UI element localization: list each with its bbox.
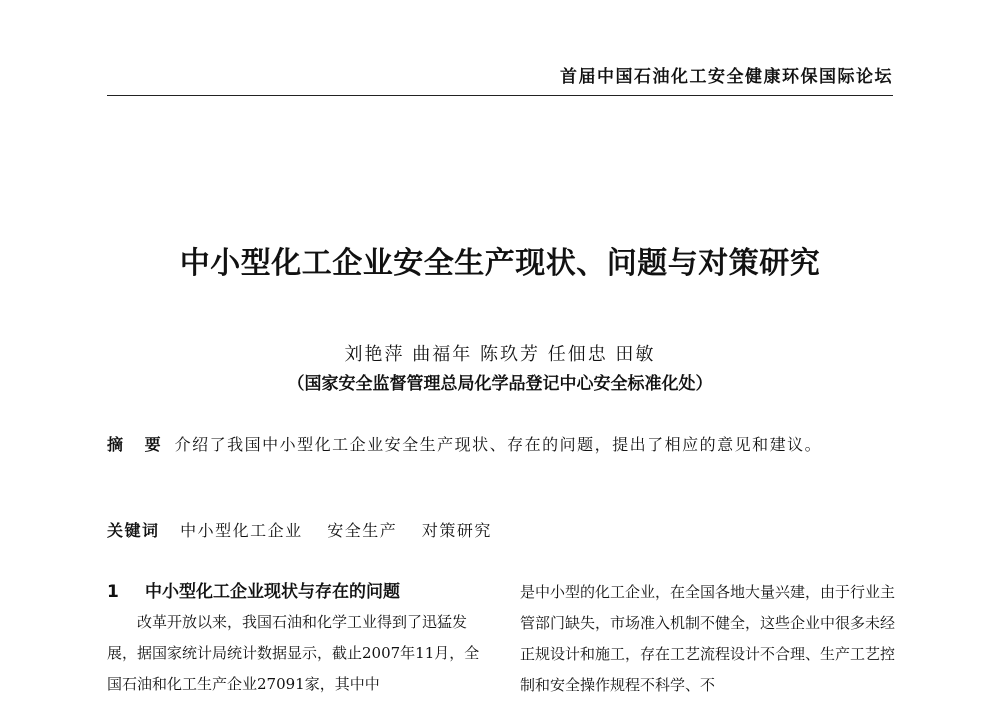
body-column-right <box>520 577 895 701</box>
journal-header: 首届中国石油化工安全健康环保国际论坛 <box>560 67 893 87</box>
body-column-left <box>107 577 482 700</box>
abstract-text: 介绍了我国中小型化工企业安全生产现状、存在的问题，提出了相应的意见和建议。 <box>174 435 823 454</box>
header-rule <box>107 95 893 96</box>
abstract-label: 摘 要 <box>107 435 169 454</box>
section-heading <box>107 577 482 607</box>
body-paragraph: 是中小型的化工企业，在全国各地大量兴建，由于行业主管部门缺失，市场准入机制不健全，这些企业中很多未经正规设计和施工，存在工艺流程设计不合理、生产工艺控制和安全操作规程不科学、不 <box>520 583 896 694</box>
keyword: 中小型化工企业 <box>180 521 303 540</box>
keywords <box>107 518 897 541</box>
paper-title: 中小型化工企业安全生产现状、问题与对策研究 <box>179 246 821 281</box>
section-number: 1 <box>107 582 119 602</box>
abstract <box>107 428 897 461</box>
section-title: 中小型化工企业现状与存在的问题 <box>145 582 400 602</box>
keyword: 安全生产 <box>327 521 398 540</box>
body-paragraph: 改革开放以来，我国石油和化学工业得到了迅猛发展，据国家统计局统计数据显示，截止2007年11月，全国石油和化工生产企业27091家，其中中 <box>107 613 480 693</box>
keywords-label: 关键词 <box>107 521 160 540</box>
keyword: 对策研究 <box>421 521 492 540</box>
author-list: 刘艳萍 曲福年 陈玖芳 任佃忠 田敏 <box>344 344 656 365</box>
author-affiliation: （国家安全监督管理总局化学品登记中心安全标准化处） <box>287 374 713 394</box>
